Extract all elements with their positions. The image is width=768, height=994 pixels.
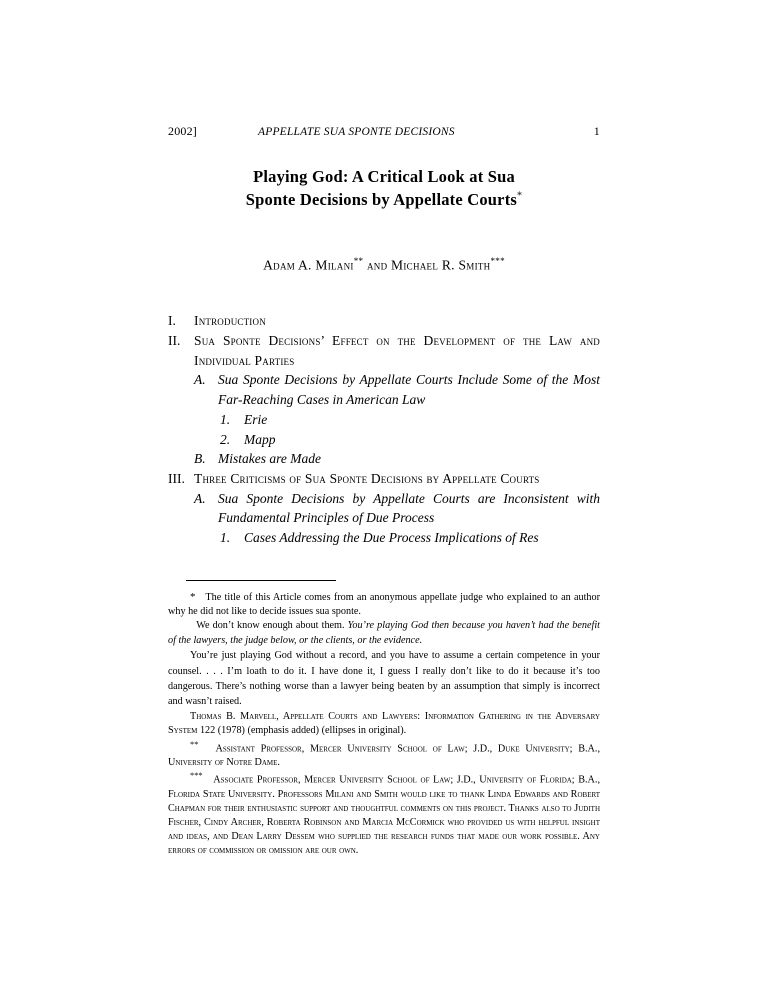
toc-entry-number: B. bbox=[194, 451, 206, 467]
footnote-star-mark: * bbox=[190, 590, 196, 603]
toc-entry[interactable] bbox=[220, 430, 600, 450]
footnote-star-intro: The title of this Article comes from an anonymous appellate judge who explained to an author why he did not like to decide issues sua sponte. bbox=[168, 591, 601, 617]
toc-entry-label: Cases Addressing the Due Process Implications of Res bbox=[244, 530, 539, 546]
toc-entry[interactable] bbox=[168, 311, 600, 331]
footnote-citation bbox=[168, 710, 600, 740]
toc-entry-number: 2. bbox=[220, 431, 231, 447]
footnote-double-star-text: Assistant Professor, Mercer University School of Law; J.D., Duke University; B.A., University of Notre Dame. bbox=[168, 743, 600, 769]
article-title-footnote-mark: * bbox=[517, 190, 523, 202]
footnote-separator bbox=[186, 580, 336, 581]
footnote-citation-rest: 122 (1978) (emphasis added) (ellipses in original). bbox=[197, 725, 407, 737]
toc-entry[interactable] bbox=[168, 469, 600, 489]
footnote-quote-lead bbox=[168, 619, 600, 649]
toc-entry-number: 1. bbox=[220, 530, 231, 546]
toc-entry[interactable] bbox=[168, 331, 600, 370]
article-title-line-1: Playing God: A Critical Look at Sua bbox=[253, 167, 515, 186]
toc-entry-number: A. bbox=[194, 372, 206, 388]
footnotes-section bbox=[168, 590, 600, 858]
footnote-quote-lead-text: We don’t know enough about them. bbox=[196, 619, 345, 631]
author-byline bbox=[168, 256, 600, 274]
footnote-triple-star bbox=[168, 770, 600, 857]
author-footnote-mark-1: ** bbox=[353, 255, 364, 266]
footnote-blockquote bbox=[168, 648, 600, 709]
toc-entry-label: Introduction bbox=[194, 313, 266, 329]
toc-entry-number: III. bbox=[168, 470, 185, 486]
article-title-line-2: Sponte Decisions by Appellate Courts bbox=[245, 190, 518, 210]
running-head bbox=[168, 124, 600, 139]
toc-entry[interactable] bbox=[194, 449, 600, 469]
toc-entry-number: I. bbox=[168, 313, 176, 329]
author-name-second: Michael R. Smith bbox=[391, 257, 491, 273]
toc-entry-number: A. bbox=[194, 490, 206, 506]
footnote-double-star bbox=[168, 739, 600, 770]
footnote-star bbox=[168, 590, 600, 619]
toc-entry[interactable] bbox=[220, 528, 600, 548]
running-head-title: APPELLATE SUA SPONTE DECISIONS bbox=[258, 126, 455, 138]
page-content bbox=[168, 124, 600, 858]
toc-entry-label: Sua Sponte Decisions by Appellate Courts are Inconsistent with Fundamental Principles of Due Process bbox=[218, 490, 600, 526]
toc-entry-number: II. bbox=[168, 333, 181, 349]
author-name-first: Adam A. Milani bbox=[263, 257, 354, 273]
page-title bbox=[168, 165, 600, 212]
footnote-double-star-mark: ** bbox=[190, 740, 199, 750]
toc-entry-label: Three Criticisms of Sua Sponte Decisions by Appellate Courts bbox=[194, 470, 540, 486]
toc-entry[interactable] bbox=[220, 410, 600, 430]
toc-entry-label: Sua Sponte Decisions’ Effect on the Development of the Law and Individual Parties bbox=[194, 333, 600, 368]
running-head-year: 2002] bbox=[168, 124, 197, 138]
footnote-triple-star-mark: *** bbox=[190, 771, 203, 781]
toc-entry-label: Mistakes are Made bbox=[218, 451, 321, 467]
table-of-contents bbox=[168, 311, 600, 547]
footnote-citation-title: Thomas B. Marvell, Appellate Courts and Lawyers: Information Gathering in the Adversary System bbox=[168, 710, 600, 737]
running-head-page-number: 1 bbox=[593, 124, 600, 138]
toc-entry-number: 1. bbox=[220, 411, 231, 427]
author-conjunction: and bbox=[363, 257, 392, 273]
author-footnote-mark-2: *** bbox=[490, 255, 505, 266]
toc-entry[interactable] bbox=[194, 489, 600, 528]
toc-entry-label: Erie bbox=[244, 411, 268, 427]
footnote-quote-italic: You’re playing God then because you haven’t had the benefit of the lawyers, the judge below, or the clients, or the evidence. bbox=[168, 619, 600, 646]
toc-entry-label: Sua Sponte Decisions by Appellate Courts Include Some of the Most Far-Reaching Cases in American Law bbox=[218, 372, 600, 408]
toc-entry-label: Mapp bbox=[244, 431, 276, 447]
toc-entry[interactable] bbox=[194, 370, 600, 409]
footnote-quote-rest: You’re just playing God without a record, and you have to assume a certain competence in your counsel. . . . I’m loath to do it. I have done it, I guess I really don’t like to do it because it’s too dangerous. There’s nothing worse than a lawyer being beaten by an assumption that simply is incorrect and wasn’t raised. bbox=[168, 650, 600, 708]
footnote-triple-star-text: Associate Professor, Mercer University School of Law; J.D., University of Florida; B.A., Florida State University. Professors Milani and Smith would like to thank Linda Edwards and Robert Chapman for their enthusiastic support and thoughtful comments on this project. Thanks also to Judith Fischer, Cindy Archer, Roberta Robinson and Marcia McCormick who provided us with helpful insight and ideas, and Dean Larry Dessem who supplied the research funds that made our work possible. Any errors of commission or omission are our own. bbox=[168, 774, 600, 856]
